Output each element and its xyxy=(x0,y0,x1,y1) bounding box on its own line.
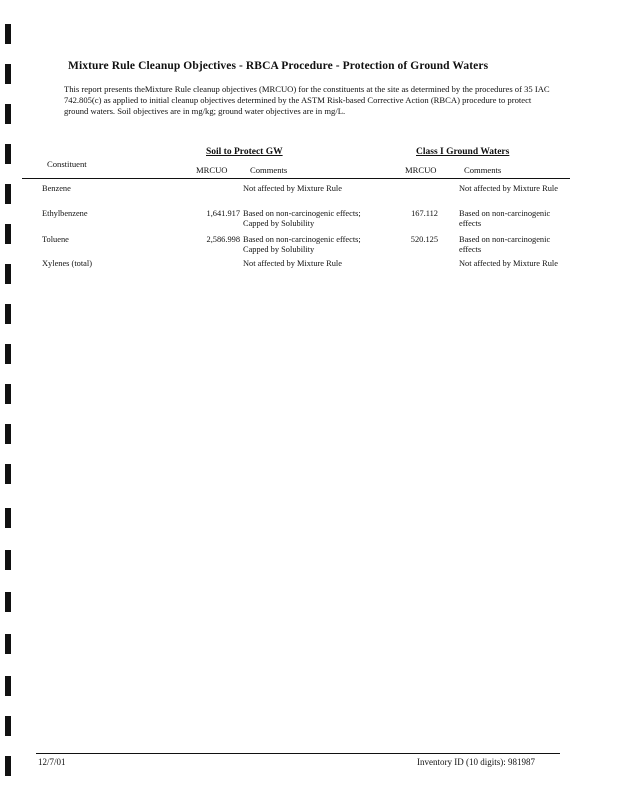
col-header-gw-comments: Comments xyxy=(464,165,502,175)
soil-comment-cell: Based on non-carcinogenic effects; Capped by Solubility xyxy=(243,235,361,254)
gw-mrcuo-cell: 167.112 xyxy=(411,209,438,218)
footer-rule xyxy=(36,753,560,754)
gw-comment-cell: Based on non-carcinogenic effects xyxy=(459,235,551,254)
soil-comment-cell: Based on non-carcinogenic effects; Capped by Solubility xyxy=(243,209,361,228)
soil-comment-cell: Not affected by Mixture Rule xyxy=(243,184,342,193)
gw-comment-cell: Not affected by Mixture Rule xyxy=(459,259,558,268)
footer-inventory-id: Inventory ID (10 digits): 981987 xyxy=(417,757,535,767)
edge-mark xyxy=(5,464,11,484)
group-heading-soil: Soil to Protect GW xyxy=(206,147,283,157)
gw-mrcuo-cell: 520.125 xyxy=(410,235,438,244)
edge-mark xyxy=(5,64,11,84)
constituent-cell: Xylenes (total) xyxy=(42,259,93,268)
report-title: Mixture Rule Cleanup Objectives - RBCA Procedure - Protection of Ground Waters xyxy=(68,60,489,72)
gw-comment-cell: Not affected by Mixture Rule xyxy=(459,184,558,193)
edge-mark xyxy=(5,304,11,324)
edge-mark xyxy=(5,384,11,404)
edge-mark xyxy=(5,104,11,124)
col-header-constituent: Constituent xyxy=(47,159,87,169)
edge-mark xyxy=(5,144,11,164)
edge-mark xyxy=(5,716,11,736)
group-heading-ground-water: Class I Ground Waters xyxy=(416,147,510,157)
constituent-cell: Benzene xyxy=(42,184,71,193)
constituent-cell: Ethylbenzene xyxy=(42,209,88,218)
edge-mark xyxy=(5,424,11,444)
edge-mark xyxy=(5,634,11,654)
edge-mark xyxy=(5,676,11,696)
intro-paragraph: This report presents theMixture Rule cleanup objectives (MRCUO) for the constituents at the site as determined by the procedures of 35 IAC 742.805(c) as applied to initial cleanup objectives determined by the ASTM Risk-based Corrective Action (RBCA) procedure to protect ground waters. Soil objectives are in mg/kg; ground water objectives are in mg/L. xyxy=(64,84,550,116)
edge-mark xyxy=(5,550,11,570)
soil-mrcuo-cell: 1,641.917 xyxy=(206,209,240,218)
edge-mark xyxy=(5,592,11,612)
col-header-soil-comments: Comments xyxy=(250,165,288,175)
soil-comment-cell: Not affected by Mixture Rule xyxy=(243,259,342,268)
edge-mark xyxy=(5,24,11,44)
header-rule xyxy=(22,178,570,179)
gw-comment-cell: Based on non-carcinogenic effects xyxy=(459,209,551,228)
col-header-gw-mrcuo: MRCUO xyxy=(405,165,437,175)
edge-mark xyxy=(5,756,11,776)
col-header-soil-mrcuo: MRCUO xyxy=(196,165,228,175)
edge-mark xyxy=(5,264,11,284)
edge-mark xyxy=(5,344,11,364)
constituent-cell: Toluene xyxy=(42,235,69,244)
edge-mark xyxy=(5,508,11,528)
edge-mark xyxy=(5,224,11,244)
footer-date: 12/7/01 xyxy=(38,757,66,767)
soil-mrcuo-cell: 2,586.998 xyxy=(206,235,240,244)
edge-mark xyxy=(5,184,11,204)
